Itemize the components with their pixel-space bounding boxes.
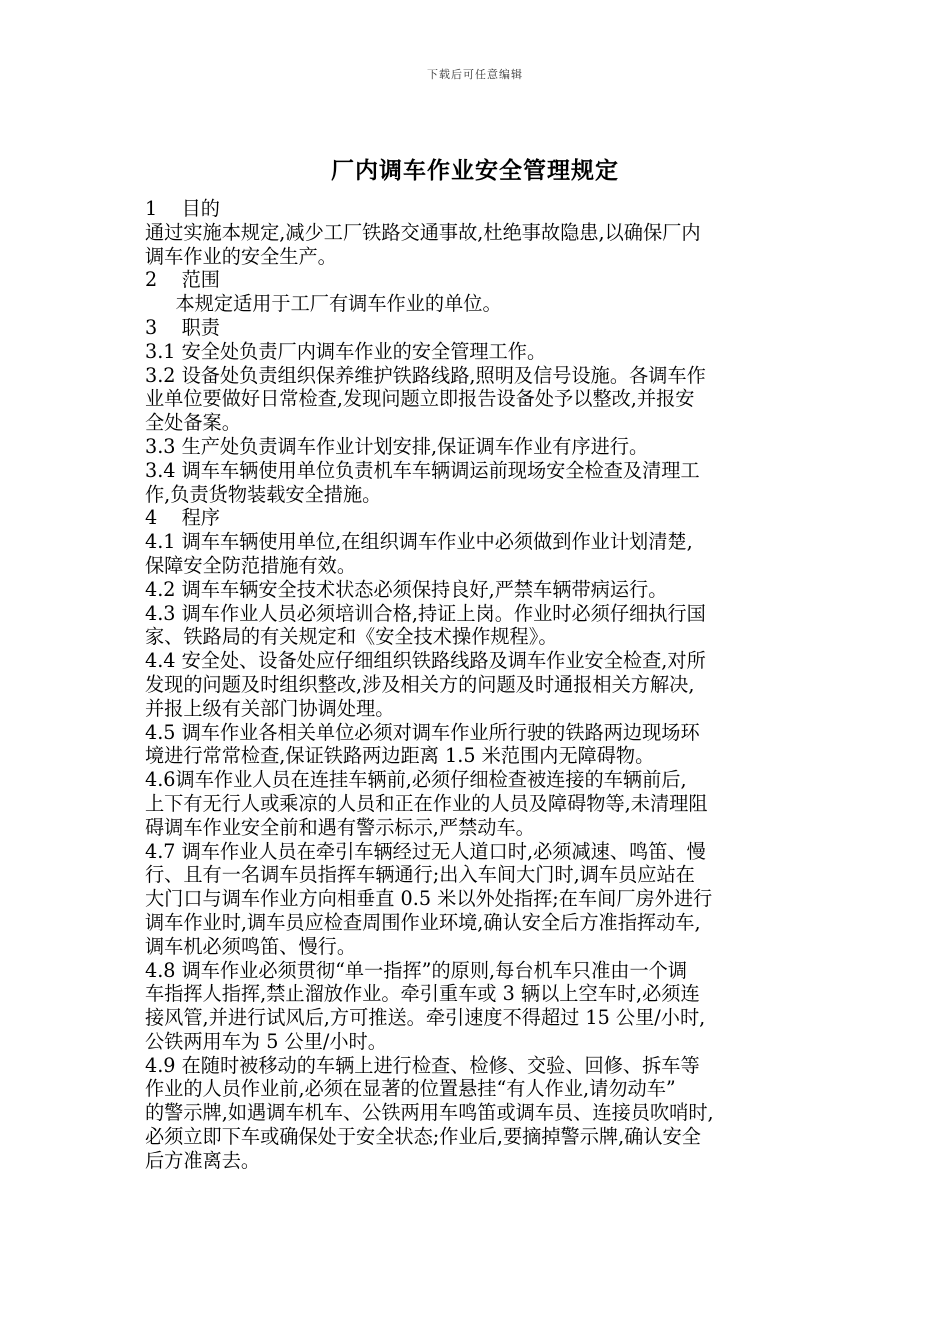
- body-line: 4.4 安全处、设备处应仔细组织铁路线路及调车作业安全检查,对所: [145, 649, 706, 673]
- body-line: 4.5 调车作业各相关单位必须对调车作业所行驶的铁路两边现场环: [145, 720, 700, 744]
- body-line: 公铁两用车为 5 公里/小时。: [145, 1029, 387, 1053]
- body-line: 上下有无行人或乘凉的人员和正在作业的人员及障碍物等,未清理阻: [145, 791, 708, 815]
- page-header-note: 下载后可任意编辑: [427, 68, 523, 81]
- body-line: 4.3 调车作业人员必须培训合格,持证上岗。作业时必须仔细执行国: [145, 601, 706, 625]
- body-line: 3.2 设备处负责组织保养维护铁路线路,照明及信号设施。各调车作: [145, 363, 706, 387]
- body-line: 保障安全防范措施有效。: [145, 553, 357, 577]
- body-line: 行、且有一名调车员指挥车辆通行;出入车间大门时,调车员应站在: [145, 863, 695, 887]
- body-line: 3.1 安全处负责厂内调车作业的安全管理工作。: [145, 339, 547, 363]
- body-line: 4.1 调车车辆使用单位,在组织调车作业中必须做到作业计划清楚,: [145, 530, 693, 554]
- document-body: [145, 197, 821, 1173]
- body-line: 4 程序: [145, 506, 220, 530]
- body-line: 4.7 调车作业人员在牵引车辆经过无人道口时,必须减速、鸣笛、慢: [145, 839, 706, 863]
- body-line: 2 范围: [145, 268, 220, 292]
- body-line: 家、铁路局的有关规定和《安全技术操作规程》。: [145, 625, 558, 649]
- body-line: 4.6调车作业人员在连挂车辆前,必须仔细检查被连接的车辆前后,: [145, 768, 687, 792]
- body-line: 发现的问题及时组织整改,涉及相关方的问题及时通报相关方解决,: [145, 672, 695, 696]
- body-line: 碍调车作业安全前和遇有警示标示,严禁动车。: [145, 815, 535, 839]
- body-line: 必须立即下车或确保处于安全状态;作业后,要摘掉警示牌,确认安全: [145, 1125, 701, 1149]
- body-line: 大门口与调车作业方向相垂直 0.5 米以外处指挥;在车间厂房外进行: [145, 887, 713, 911]
- body-line: 后方准离去。: [145, 1148, 261, 1172]
- body-line: 3.3 生产处负责调车作业计划安排,保证调车作业有序进行。: [145, 434, 649, 458]
- body-line: 作,负责货物装载安全措施。: [145, 482, 382, 506]
- document-title: 厂内调车作业安全管理规定: [331, 158, 619, 184]
- body-line: 4.8 调车作业必须贯彻“单一指挥”的原则,每台机车只准由一个调: [145, 958, 688, 982]
- body-line: 全处备案。: [145, 411, 241, 435]
- body-line: 调车机必须鸣笛、慢行。: [145, 934, 357, 958]
- body-line: 并报上级有关部门协调处理。: [145, 696, 395, 720]
- body-line: 3.4 调车车辆使用单位负责机车车辆调运前现场安全检查及清理工: [145, 458, 700, 482]
- body-line: 接风管,并进行试风后,方可推送。牵引速度不得超过 15 公里/小时,: [145, 1006, 706, 1030]
- body-line: 的警示牌,如遇调车机车、公铁两用车鸣笛或调车员、连接员吹哨时,: [145, 1101, 714, 1125]
- body-line: 调车作业时,调车员应检查周围作业环境,确认安全后方准指挥动车,: [145, 910, 701, 934]
- body-line: 通过实施本规定,减少工厂铁路交通事故,杜绝事故隐患,以确保厂内: [145, 220, 701, 244]
- body-line: 车指挥人指挥,禁止溜放作业。牵引重车或 3 辆以上空车时,必须连: [145, 982, 700, 1006]
- body-line: 境进行常常检查,保证铁路两边距离 1.5 米范围内无障碍物。: [145, 744, 655, 768]
- body-line: 1 目的: [145, 197, 220, 220]
- body-line: 调车作业的安全生产。: [145, 244, 337, 268]
- body-line: 4.2 调车车辆安全技术状态必须保持良好,严禁车辆带病运行。: [145, 577, 668, 601]
- body-line: 4.9 在随时被移动的车辆上进行检查、检修、交验、回修、拆车等: [145, 1053, 700, 1077]
- body-line: 作业的人员作业前,必须在显著的位置悬挂“有人作业,请勿动车”: [145, 1077, 676, 1101]
- body-line: 业单位要做好日常检查,发现问题立即报告设备处予以整改,并报安: [145, 387, 695, 411]
- body-line: 3 职责: [145, 315, 220, 339]
- body-line: 本规定适用于工厂有调车作业的单位。: [145, 292, 502, 316]
